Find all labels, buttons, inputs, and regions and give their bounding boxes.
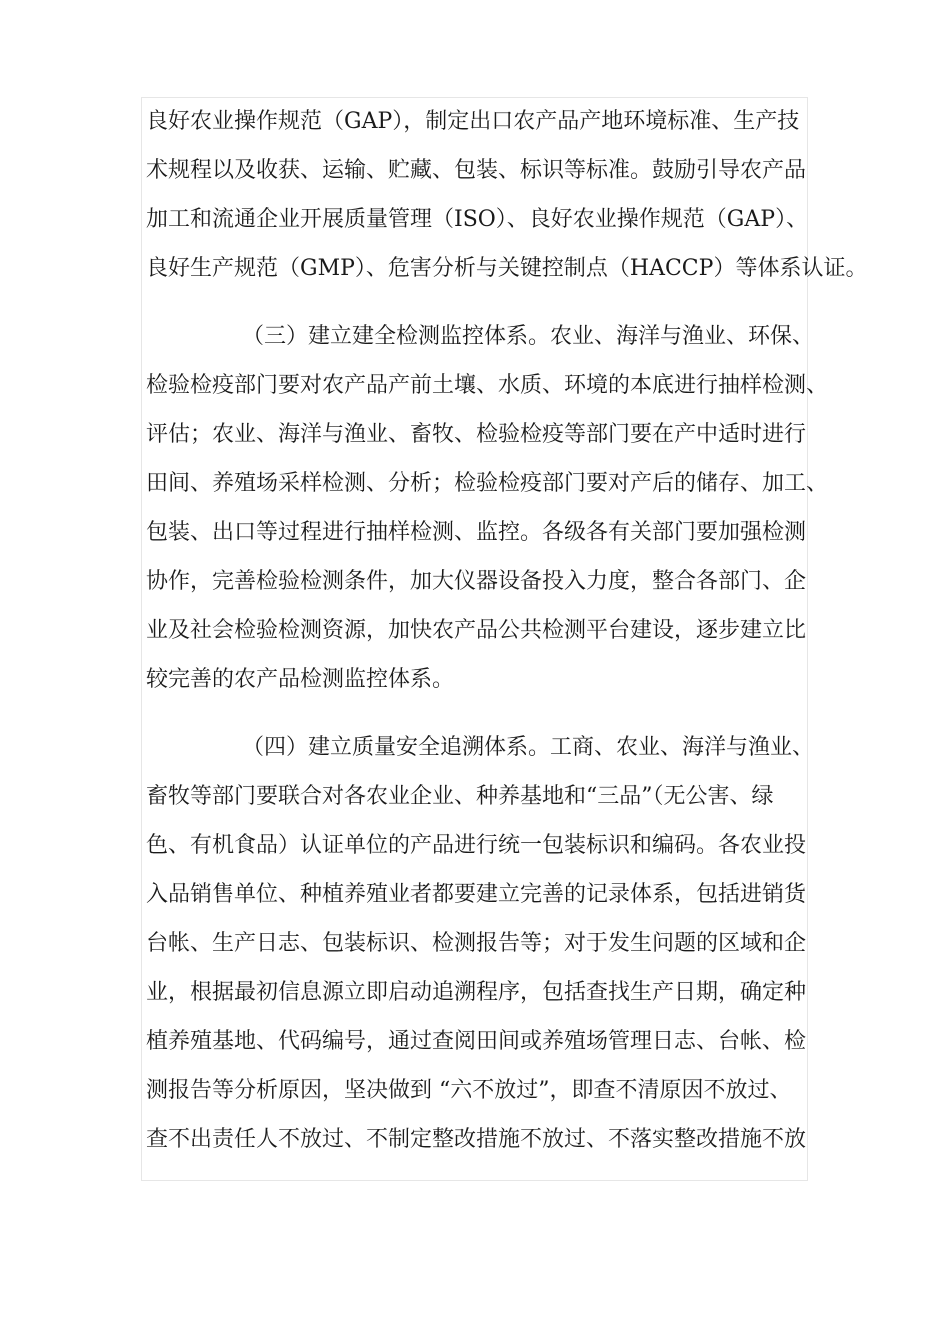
text-line: 良好生产规范（GMP）、危害分析与关键控制点（HACCP）等体系认证。 xyxy=(146,256,868,281)
paragraph-1 xyxy=(146,97,868,293)
text-line: 包装、出口等过程进行抽样检测、监控。各级各有关部门要加强检测 xyxy=(146,520,807,545)
text-line: 查不出责任人不放过、不制定整改措施不放过、不落实整改措施不放 xyxy=(146,1127,807,1152)
paragraph-spacer xyxy=(146,704,818,723)
text-line: 术规程以及收获、运输、贮藏、包装、标识等标准。鼓励引导农产品 xyxy=(146,158,807,183)
text-line-heading: （三）建立建全检测监控体系。农业、海洋与渔业、环保、 xyxy=(242,324,815,349)
text-line: 台帐、生产日志、包装标识、检测报告等；对于发生问题的区域和企 xyxy=(146,931,807,956)
text-line: 业及社会检验检测资源，加快农产品公共检测平台建设，逐步建立比 xyxy=(146,618,807,643)
paragraph-3-traceability-system xyxy=(146,723,818,1164)
paragraph-2-monitoring-system xyxy=(146,312,829,704)
text-line: 测报告等分析原因，坚决做到 “六不放过”，即查不清原因不放过、 xyxy=(146,1078,792,1103)
text-line: 协作，完善检验检测条件，加大仪器设备投入力度，整合各部门、企 xyxy=(146,569,807,594)
text-line: 良好农业操作规范（GAP），制定出口农产品产地环境标准、生产技 xyxy=(146,109,800,134)
text-line: 田间、养殖场采样检测、分析；检验检疫部门要对产后的储存、加工、 xyxy=(146,471,829,496)
text-line: 畜牧等部门要联合对各农业企业、种养基地和“三品”（无公害、绿 xyxy=(146,784,774,809)
text-line: 评估；农业、海洋与渔业、畜牧、检验检疫等部门要在产中适时进行 xyxy=(146,422,807,447)
text-line: 入品销售单位、种植养殖业者都要建立完善的记录体系，包括进销货 xyxy=(146,882,807,907)
text-line: 较完善的农产品检测监控体系。 xyxy=(146,667,455,692)
document-body xyxy=(146,97,868,1164)
paragraph-spacer xyxy=(146,293,818,312)
text-line: 业，根据最初信息源立即启动追溯程序，包括查找生产日期，确定种 xyxy=(146,980,807,1005)
text-line: 检验检疫部门要对农产品产前土壤、水质、环境的本底进行抽样检测、 xyxy=(146,373,829,398)
text-line-heading: （四）建立质量安全追溯体系。工商、农业、海洋与渔业、 xyxy=(242,735,815,760)
text-line: 色、有机食品）认证单位的产品进行统一包装标识和编码。各农业投 xyxy=(146,833,807,858)
text-line: 植养殖基地、代码编号，通过查阅田间或养殖场管理日志、台帐、检 xyxy=(146,1029,807,1054)
text-line: 加工和流通企业开展质量管理（ISO）、良好农业操作规范（GAP）、 xyxy=(146,207,809,232)
